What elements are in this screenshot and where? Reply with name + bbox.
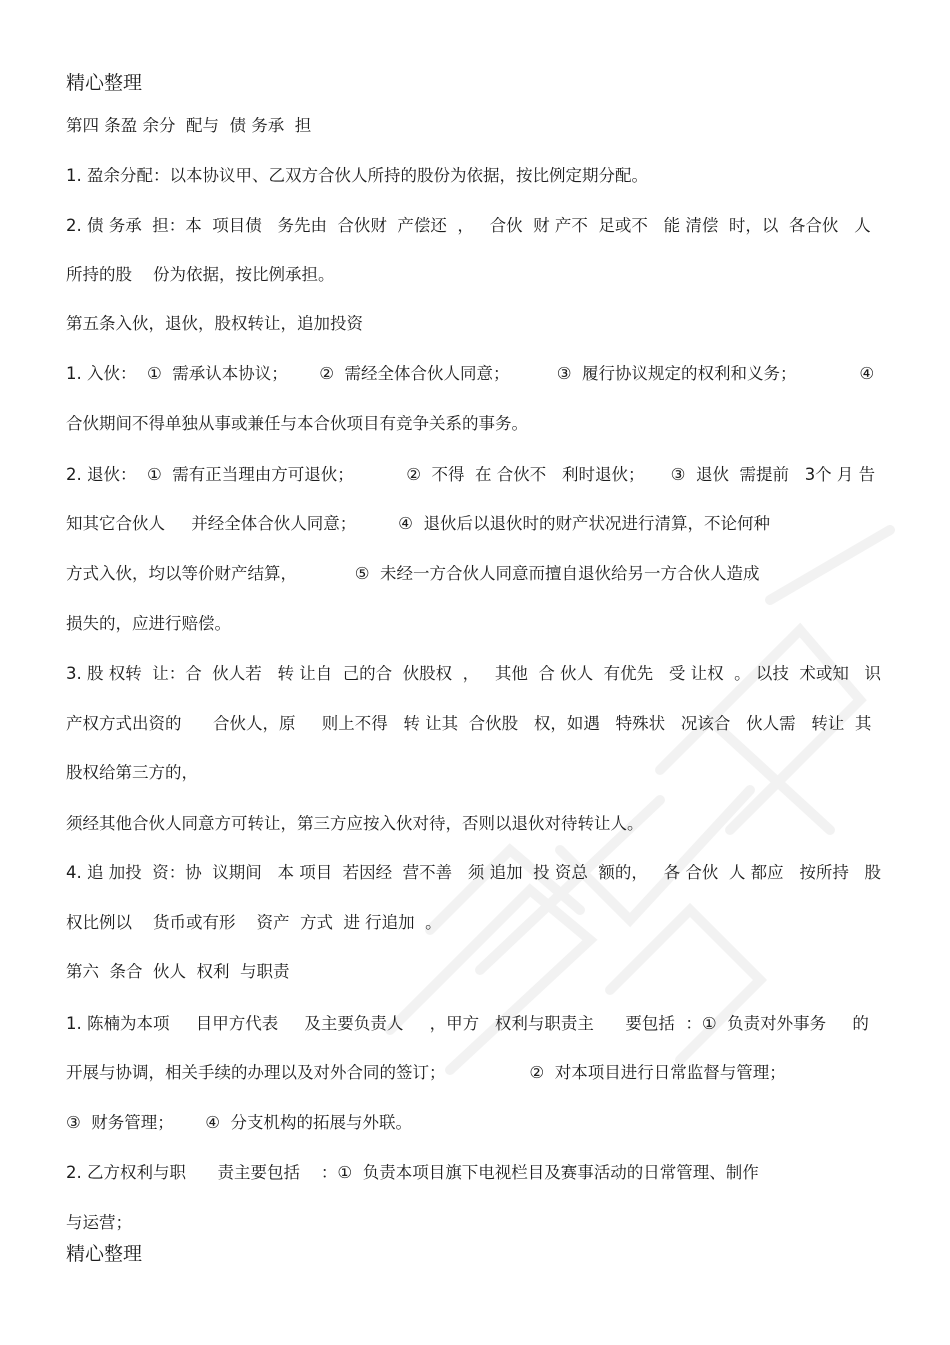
paragraph-line: 须经其他合伙人同意方可转让，第三方应按入伙对待，否则以退伙对待转让人。 <box>66 814 644 833</box>
paragraph-line: 3. 股 权转 让：合 伙人若 转 让自 己的合 伙股权 ， 其他 合 伙人 有优先 受 让权 。 以技 术或知 识 <box>66 664 882 683</box>
paragraph-line: 产权方式出资的 合伙人，原 则上不得 转 让其 合伙股 权，如遇 特殊状 况该合 伙人需 转让 其 <box>66 714 872 733</box>
paragraph-line: 与运营； <box>66 1213 132 1232</box>
paragraph-line: 1. 盈余分配：以本协议甲、乙双方合伙人所持的股份为依据，按比例定期分配。 <box>66 166 648 185</box>
paragraph-line: 所持的股 份为依据，按比例承担。 <box>66 265 335 284</box>
paragraph-line: 权比例以 货币或有形 资产 方式 进 行追加 。 <box>66 913 442 932</box>
paragraph-line: 合伙期间不得单独从事或兼任与本合伙项目有竞争关系的事务。 <box>66 414 528 433</box>
article-5-heading: 第五条入伙，退伙，股权转让，追加投资 <box>66 314 363 333</box>
paragraph-line: 1. 陈楠为本项 目甲方代表 及主要负责人 ，甲方 权利与职责主 要包括 ：① 负责对外事务 的 <box>66 1014 869 1033</box>
paragraph-line: 方式入伙，均以等价财产结算， ⑤ 未经一方合伙人同意而擅自退伙给另一方合伙人造成 <box>66 564 760 583</box>
paragraph-line: 1. 入伙： ① 需承认本协议； ② 需经全体合伙人同意； ③ 履行协议规定的权利和义务； ④ <box>66 364 875 383</box>
page-footer: 精心整理 <box>66 1243 143 1265</box>
paragraph-line: 4. 追 加投 资：协 议期间 本 项目 若因经 营不善 须 追加 投 资总 额的， 各 合伙 人 都应 按所持 股 <box>66 863 882 882</box>
paragraph-line: 2. 乙方权利与职 责主要包括 ：① 负责本项目旗下电视栏目及赛事活动的日常管理、制作 <box>66 1163 759 1182</box>
paragraph-line: 开展与协调，相关手续的办理以及对外合同的签订； ② 对本项目进行日常监督与管理； <box>66 1063 786 1082</box>
article-4-heading: 第四 条盈 余分 配与 债 务承 担 <box>66 116 312 135</box>
paragraph-line: 2. 退伙： ① 需有正当理由方可退伙； ② 不得 在 合伙不 利时退伙； ③ 退伙 需提前 3个 月 告 <box>66 465 876 484</box>
page-header: 精心整理 <box>66 72 143 94</box>
paragraph-line: 损失的，应进行赔偿。 <box>66 614 231 633</box>
article-6-heading: 第六 条合 伙人 权利 与职责 <box>66 962 290 981</box>
paragraph-line: 2. 债 务承 担：本 项目债 务先由 合伙财 产偿还 ， 合伙 财 产不 足或不 能 清偿 时，以 各合伙 人 <box>66 216 871 235</box>
paragraph-line: 股权给第三方的， <box>66 763 198 782</box>
paragraph-line: ③ 财务管理； ④ 分支机构的拓展与外联。 <box>66 1113 413 1132</box>
paragraph-line: 知其它合伙人 并经全体合伙人同意； ④ 退伙后以退伙时的财产状况进行清算，不论何种 <box>66 514 770 533</box>
